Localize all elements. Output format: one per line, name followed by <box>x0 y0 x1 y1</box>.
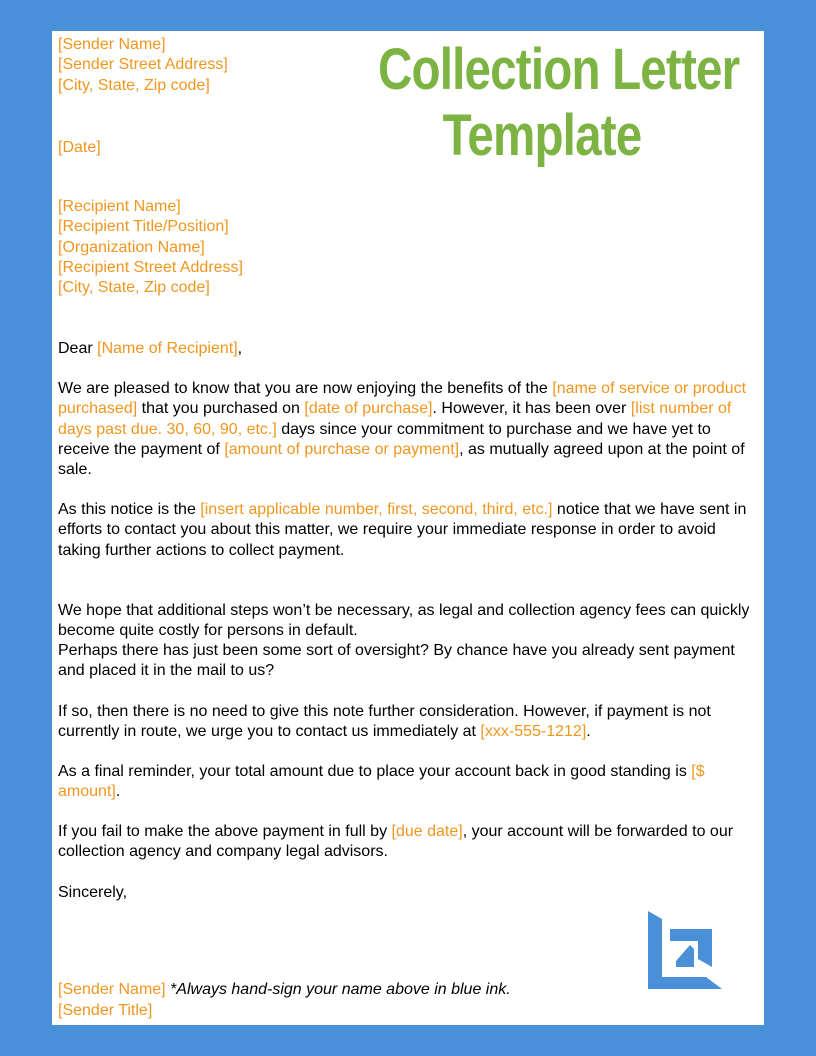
letter-page <box>52 31 764 1025</box>
salutation <box>58 339 760 359</box>
recipient-name: [Recipient Name] <box>58 198 181 215</box>
title-line-1: Collection Letter <box>378 37 740 102</box>
paragraph-3: We hope that additional steps won’t be necessary, as legal and collection agency fees can quickly become quite costly for persons in default. <box>58 602 750 640</box>
sender-city: [City, State, Zip code] <box>58 76 210 94</box>
p6-text-2: . <box>115 783 121 801</box>
signature-line <box>58 980 760 1000</box>
p1-text-2: that you purchased on <box>137 400 305 418</box>
p5-placeholder-phone: [xxx-555-1212] <box>480 723 587 741</box>
paragraph-4: Perhaps there has just been some sort of oversight? By chance have you already sent payment and placed it in the mail to us? <box>58 642 735 680</box>
paragraph-6 <box>58 762 760 803</box>
p7-placeholder-due-date: [due date] <box>391 823 463 840</box>
p1-text-1: We are pleased to know that you are now enjoying the benefits of the <box>58 380 553 397</box>
letter-date: [Date] <box>58 139 101 156</box>
p1-placeholder-days: [list number of days past due. 30, 60, 90, etc.] <box>58 400 732 438</box>
recipient-title: [Recipient Title/Position] <box>58 218 229 236</box>
closing: Sincerely, <box>58 884 128 901</box>
paragraph-5 <box>58 702 760 743</box>
p7-text-2: , your account will be forwarded to our collection agency and company legal advisors. <box>58 823 734 861</box>
p5-text-2: . <box>586 723 591 741</box>
salutation-prefix: Dear <box>58 340 98 357</box>
paragraph-2 <box>58 500 760 561</box>
signature-note: *Always hand-sign your name above in blue ink. <box>165 981 511 998</box>
p7-text-1: If you fail to make the above payment in full by <box>58 823 392 840</box>
title-line-2: Template <box>442 103 642 168</box>
p6-text-1: As a final reminder, your total amount due to place your account back in good standing is <box>58 763 692 780</box>
p1-placeholder-date: [date of purchase] <box>304 400 433 418</box>
p1-text-3: . However, it has been over <box>432 400 631 418</box>
salutation-suffix: , <box>237 340 243 357</box>
salutation-placeholder: [Name of Recipient] <box>97 340 238 357</box>
p2-text-1: As this notice is the <box>58 501 201 518</box>
p2-text-2: notice that we have sent in efforts to contact you about this matter, we require your immediate response in order to avoid taking further actions to collect payment. <box>58 501 747 559</box>
recipient-address-block <box>58 197 760 298</box>
p1-text-4: days since your commitment to purchase and we have yet to receive the payment of <box>58 420 711 458</box>
sender-address-block <box>58 35 760 96</box>
p6-placeholder-amount: [$ amount] <box>58 763 705 801</box>
p1-text-5: , as mutually agreed upon at the point of sale. <box>58 440 745 479</box>
recipient-street: [Recipient Street Address] <box>58 258 243 276</box>
sender-street: [Sender Street Address] <box>58 56 228 74</box>
recipient-city: [City, State, Zip code] <box>58 279 210 297</box>
recipient-organization: [Organization Name] <box>58 238 205 256</box>
signature-title: [Sender Title] <box>58 1002 153 1019</box>
signature-name: [Sender Name] <box>58 981 166 998</box>
paragraph-7 <box>58 822 760 863</box>
p5-text-1: If so, then there is no need to give this note further consideration. However, if payment is not currently in route, we urge you to contact us immediately at <box>58 703 711 741</box>
p1-placeholder-amount: [amount of purchase or payment] <box>224 440 460 458</box>
p2-placeholder-number: [insert applicable number, first, second, third, etc.] <box>200 501 553 518</box>
p1-placeholder-service: [name of service or product purchased] <box>58 380 747 418</box>
paragraph-1 <box>58 379 760 480</box>
sender-name: [Sender Name] <box>58 36 166 53</box>
